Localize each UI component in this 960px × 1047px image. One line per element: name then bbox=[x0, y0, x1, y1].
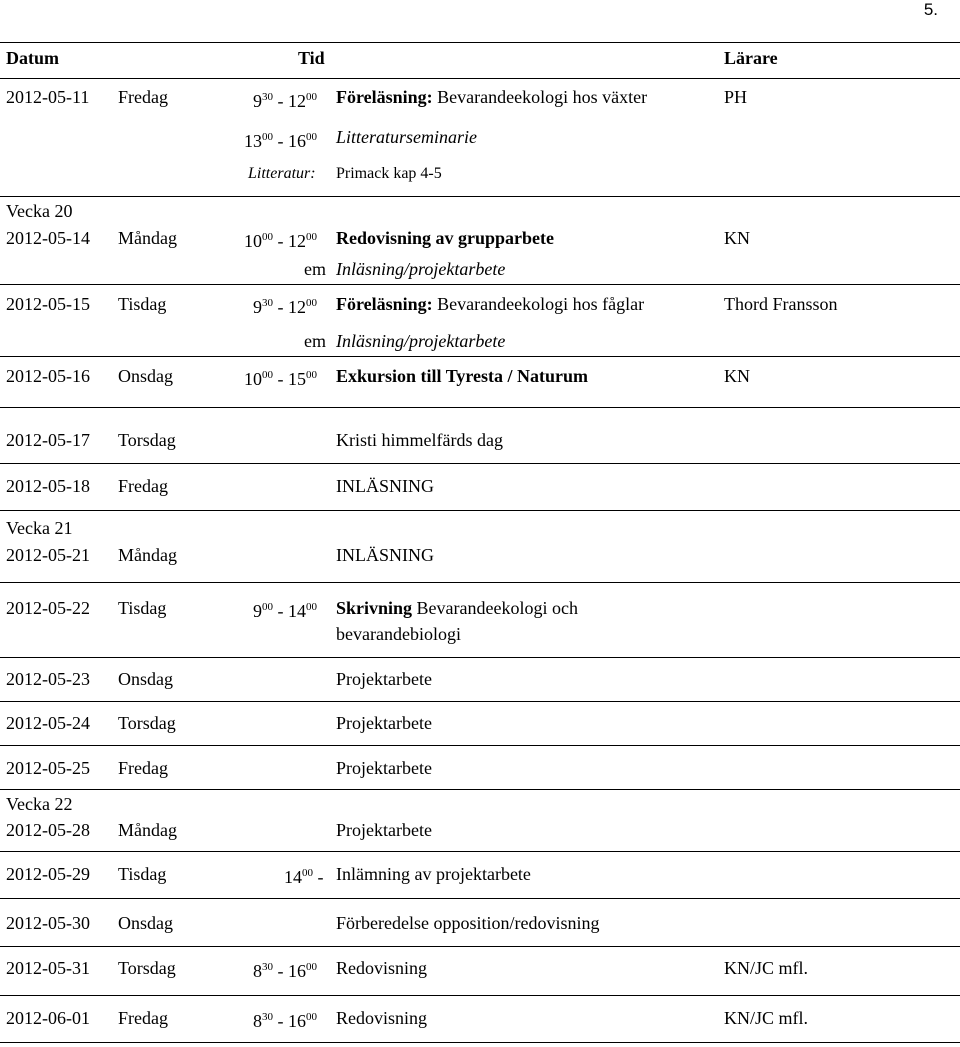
row-activity: Projektarbete bbox=[336, 669, 432, 689]
row-day: Torsdag bbox=[118, 713, 176, 733]
row-activity: Projektarbete bbox=[336, 758, 432, 778]
row-activity: Primack kap 4-5 bbox=[336, 165, 442, 182]
row-rule bbox=[0, 745, 960, 746]
row-time: $9^{30} - 12^{00}$ bbox=[253, 297, 317, 317]
row-date: 2012-05-22 bbox=[6, 598, 90, 618]
row-day: Torsdag bbox=[118, 958, 176, 978]
row-rule bbox=[0, 946, 960, 947]
row-time: $8^{30} - 16^{00}$ bbox=[253, 1011, 317, 1031]
row-date: 2012-05-23 bbox=[6, 669, 90, 689]
row-teacher: KN bbox=[724, 366, 750, 386]
row-date: 2012-05-15 bbox=[6, 294, 90, 314]
row-activity: Redovisning bbox=[336, 958, 428, 978]
row-date: 2012-05-28 bbox=[6, 820, 90, 840]
row-activity: INLÄSNING bbox=[336, 545, 434, 565]
row-rule bbox=[0, 898, 960, 899]
row-teacher: PH bbox=[724, 87, 748, 107]
row-em: em bbox=[304, 259, 326, 279]
row-rule bbox=[0, 657, 960, 658]
row-teacher: Thord Fransson bbox=[724, 294, 838, 314]
row-activity: INLÄSNING bbox=[336, 476, 434, 496]
row-rule bbox=[0, 701, 960, 702]
row-day: Måndag bbox=[118, 820, 177, 840]
row-time: $8^{30} - 16^{00}$ bbox=[253, 961, 317, 981]
row-activity: Inläsning/projektarbete bbox=[336, 331, 506, 351]
row-activity-cont: bevarandebiologi bbox=[336, 624, 461, 644]
row-activity: Föreläsning: Bevarandeekologi hos fåglar bbox=[336, 294, 645, 314]
literature-label: Litteratur: bbox=[248, 165, 316, 182]
row-day: Onsdag bbox=[118, 669, 173, 689]
row-date: 2012-05-31 bbox=[6, 958, 90, 978]
row-rule bbox=[0, 284, 960, 285]
header-datum: Datum bbox=[6, 48, 59, 68]
week-label: Vecka 20 bbox=[6, 201, 73, 221]
row-rule bbox=[0, 789, 960, 790]
row-date: 2012-06-01 bbox=[6, 1008, 90, 1028]
row-day: Onsdag bbox=[118, 366, 173, 386]
row-day: Måndag bbox=[118, 545, 177, 565]
header-tid: Tid bbox=[298, 48, 325, 68]
row-teacher: KN/JC mfl. bbox=[724, 1008, 809, 1028]
row-teacher: KN/JC mfl. bbox=[724, 958, 809, 978]
row-day: Onsdag bbox=[118, 913, 173, 933]
row-time: $9^{00} - 14^{00}$ bbox=[253, 601, 317, 621]
top-rule bbox=[0, 42, 960, 43]
row-activity: Inläsning/projektarbete bbox=[336, 259, 506, 279]
week-label: Vecka 22 bbox=[6, 794, 73, 814]
row-rule bbox=[0, 196, 960, 197]
row-date: 2012-05-29 bbox=[6, 864, 90, 884]
row-teacher: KN bbox=[724, 228, 750, 248]
row-date: 2012-05-21 bbox=[6, 545, 90, 565]
row-date: 2012-05-25 bbox=[6, 758, 90, 778]
row-day: Torsdag bbox=[118, 430, 176, 450]
week-label: Vecka 21 bbox=[6, 518, 73, 538]
row-day: Tisdag bbox=[118, 294, 167, 314]
row-date: 2012-05-17 bbox=[6, 430, 90, 450]
row-date: 2012-05-30 bbox=[6, 913, 90, 933]
row-rule bbox=[0, 851, 960, 852]
row-day: Fredag bbox=[118, 87, 168, 107]
row-date: 2012-05-24 bbox=[6, 713, 90, 733]
row-time: $9^{30} - 12^{00}$ bbox=[253, 91, 317, 111]
row-date: 2012-05-18 bbox=[6, 476, 90, 496]
row-activity: Förberedelse opposition/redovisning bbox=[336, 913, 600, 933]
row-rule bbox=[0, 463, 960, 464]
row-day: Måndag bbox=[118, 228, 177, 248]
row-rule bbox=[0, 582, 960, 583]
row-date: 2012-05-16 bbox=[6, 366, 90, 386]
row-activity: Föreläsning: Bevarandeekologi hos växter bbox=[336, 87, 648, 107]
row-activity: Redovisning av grupparbete bbox=[336, 228, 555, 248]
row-rule bbox=[0, 356, 960, 357]
row-time: $14^{00}$ - bbox=[284, 867, 324, 887]
row-rule bbox=[0, 407, 960, 408]
row-date: 2012-05-14 bbox=[6, 228, 90, 248]
row-day: Tisdag bbox=[118, 864, 167, 884]
row-activity: Inlämning av projektarbete bbox=[336, 864, 531, 884]
row-time: $13^{00} - 16^{00}$ bbox=[244, 131, 317, 151]
row-activity: Projektarbete bbox=[336, 820, 432, 840]
row-activity: Redovisning bbox=[336, 1008, 428, 1028]
row-day: Tisdag bbox=[118, 598, 167, 618]
row-activity: Skrivning Bevarandeekologi och bbox=[336, 598, 578, 618]
bottom-rule bbox=[0, 1042, 960, 1043]
row-activity: Litteraturseminarie bbox=[336, 127, 478, 147]
row-activity: Exkursion till Tyresta / Naturum bbox=[336, 366, 589, 386]
row-date: 2012-05-11 bbox=[6, 87, 90, 107]
header-larare: Lärare bbox=[724, 48, 778, 68]
row-day: Fredag bbox=[118, 1008, 168, 1028]
row-time: $10^{00} - 12^{00}$ bbox=[244, 231, 317, 251]
row-rule bbox=[0, 510, 960, 511]
row-activity: Kristi himmelfärds dag bbox=[336, 430, 503, 450]
row-activity: Projektarbete bbox=[336, 713, 432, 733]
row-day: Fredag bbox=[118, 476, 168, 496]
row-em: em bbox=[304, 331, 326, 351]
row-day: Fredag bbox=[118, 758, 168, 778]
page-number: 5. bbox=[923, 0, 938, 19]
row-time: $10^{00} - 15^{00}$ bbox=[244, 369, 317, 389]
row-rule bbox=[0, 995, 960, 996]
header-rule bbox=[0, 78, 960, 79]
